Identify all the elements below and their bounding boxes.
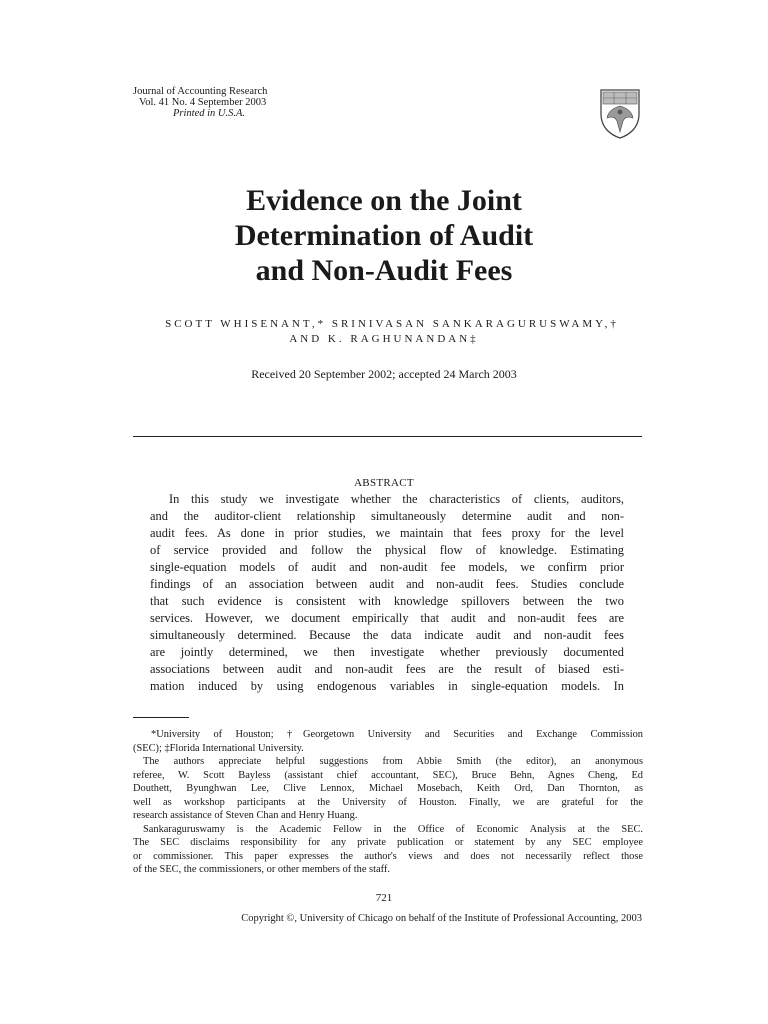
footnote-line: of the SEC, the commissioners, or other members of the staff. [133, 864, 390, 875]
abstract-line: mation induced by using endogenous variables in single-equation models. In [150, 679, 624, 693]
abstract-line: simultaneously determined. Because the data indicate audit and non-audit fees [150, 628, 624, 642]
title-line-2: Determination of Audit [234, 219, 534, 252]
footnote-line: or commissioner. This paper expresses the author's views and does not necessarily reflect those [133, 850, 643, 862]
footnote-line: The authors appreciate helpful suggestions from Abbie Smith (the editor), an anonymous [143, 756, 643, 767]
abstract-line: associations between audit and non-audit fees are the result of biased esti- [150, 662, 624, 676]
footnote-line: The SEC disclaims responsibility for any private publication or statement by any SEC employee [133, 837, 643, 848]
footnote-line: Sankaraguruswamy is the Academic Fellow in the Office of Economic Analysis at the SEC. [143, 823, 643, 835]
authors-line-2: AND K. RAGHUNANDAN‡ [289, 333, 479, 345]
paper-title [0, 183, 768, 288]
abstract-heading: ABSTRACT [354, 477, 414, 489]
title-line-3: and Non-Audit Fees [255, 254, 513, 287]
journal-name: Journal of Accounting Research [133, 86, 268, 97]
footnote-divider [133, 717, 189, 718]
abstract-line: services. However, we document empirically that audit and non-audit fees are [150, 611, 624, 625]
abstract-body [150, 491, 624, 695]
abstract-line: of service provided and follow the physical flow of knowledge. Estimating [150, 543, 624, 557]
abstract-line: In this study we investigate whether the characteristics of clients, auditors, [169, 492, 624, 506]
abstract-line: audit fees. As done in prior studies, we maintain that fees proxy for the level [150, 526, 624, 540]
author-list [0, 317, 768, 347]
page-number: 721 [375, 892, 393, 904]
footnotes [133, 728, 643, 877]
received-date: Received 20 September 2002; accepted 24 March 2003 [251, 367, 517, 381]
title-line-1: Evidence on the Joint [246, 184, 522, 217]
university-seal-icon [597, 88, 643, 140]
copyright-notice: Copyright ©, University of Chicago on behalf of the Institute of Professional Accounting, 2003 [241, 913, 642, 924]
abstract-line: and the auditor-client relationship simultaneously determine audit and non- [150, 509, 624, 523]
footnote-line: *University of Houston; †Georgetown University and Securities and Exchange Commission [151, 729, 643, 740]
abstract-line: single-equation models of audit and non-audit fee models, we confirm prior [150, 560, 624, 574]
printed-in: Printed in U.S.A. [173, 108, 246, 119]
abstract-line: findings of an association between audit and non-audit fees. Studies conclude [150, 577, 624, 591]
footnote-line: referee, W. Scott Bayless (assistant chief accountant, SEC), Bruce Behn, Agnes Cheng, Ed [133, 769, 643, 781]
authors-line-1: SCOTT WHISENANT,* SRINIVASAN SANKARAGURUSWAMY,† [165, 318, 619, 330]
abstract-line: that such evidence is consistent with knowledge spillovers between the two [150, 594, 624, 608]
footnote-line: (SEC); ‡Florida International University. [133, 742, 304, 754]
journal-header [133, 86, 267, 119]
journal-volume: Vol. 41 No. 4 September 2003 [139, 97, 267, 108]
footnote-line: well as workshop participants at the University of Houston. Finally, we are grateful for the [133, 796, 643, 808]
footnote-line: Douthett, Byunghwan Lee, Clive Lennox, Michael Mosebach, Keith Ord, Dan Thornton, as [133, 783, 643, 794]
footnote-line: research assistance of Steven Chan and Henry Huang. [133, 810, 358, 821]
abstract-line: are jointly determined, we then investigate whether previously documented [150, 645, 624, 659]
header-divider [133, 436, 642, 437]
